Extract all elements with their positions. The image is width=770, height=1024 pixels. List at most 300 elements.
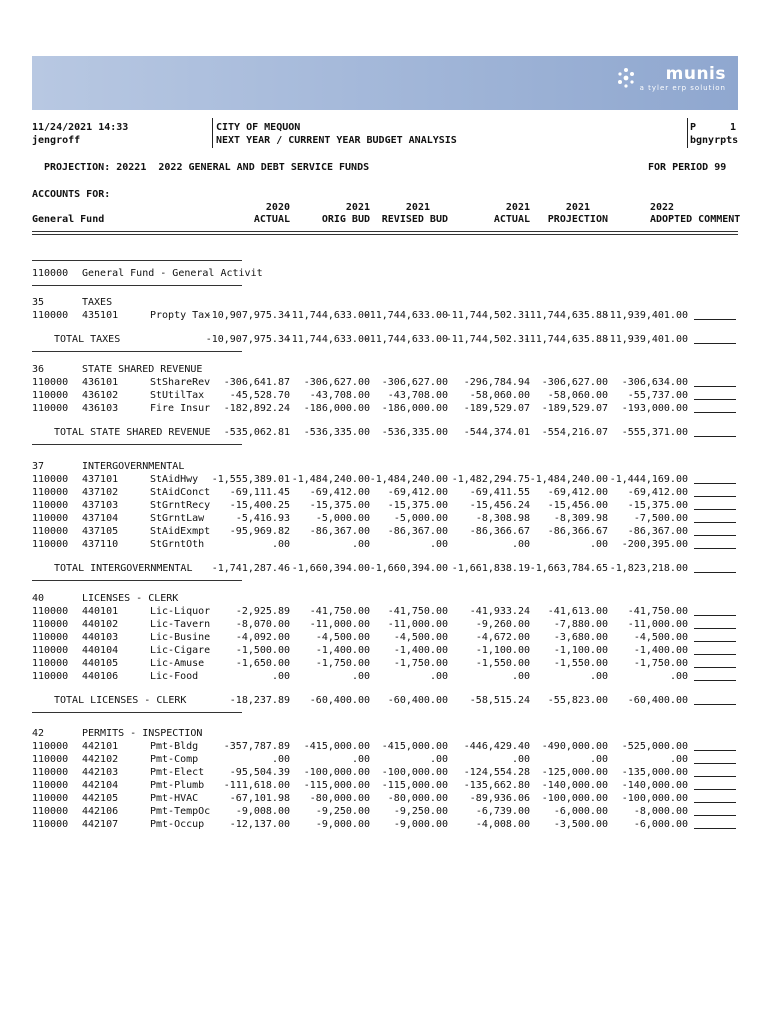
amount-cell: -95,969.82 bbox=[229, 526, 290, 537]
section-code: 42 bbox=[32, 728, 45, 739]
comment-blank bbox=[694, 538, 736, 549]
total-amount: -536,335.00 bbox=[303, 427, 370, 438]
account-desc: StShareRev bbox=[150, 377, 211, 388]
total-amount: -555,371.00 bbox=[621, 427, 688, 438]
account-code: 437103 bbox=[82, 500, 119, 511]
amount-cell: -124,554.28 bbox=[463, 767, 530, 778]
account-code: 436103 bbox=[82, 403, 119, 414]
amount-cell: -140,000.00 bbox=[541, 780, 608, 791]
fund-code: 110000 bbox=[32, 793, 69, 804]
amount-cell: -9,250.00 bbox=[393, 806, 448, 817]
total-label: TOTAL STATE SHARED REVENUE bbox=[54, 427, 211, 438]
table-row bbox=[32, 538, 738, 551]
amount-cell: -55,737.00 bbox=[627, 390, 688, 401]
col-header-label: ACTUAL bbox=[253, 214, 290, 225]
col-header-label: ACTUAL bbox=[493, 214, 530, 225]
fund-code: 110000 bbox=[32, 500, 69, 511]
amount-cell: -1,750.00 bbox=[633, 658, 688, 669]
account-desc: Pmt-Comp bbox=[150, 754, 199, 765]
amount-cell: .00 bbox=[429, 671, 448, 682]
account-desc: Pmt-Bldg bbox=[150, 741, 199, 752]
account-code: 440103 bbox=[82, 632, 119, 643]
total-amount: -11,744,502.31 bbox=[445, 334, 530, 345]
total-amount: -1,663,784.65 bbox=[529, 563, 608, 574]
fund-code: 110000 bbox=[32, 780, 69, 791]
comment-blank bbox=[694, 402, 736, 413]
amount-cell: -43,708.00 bbox=[387, 390, 448, 401]
fund-code: 110000 bbox=[32, 390, 69, 401]
amount-cell: -10,907,975.34 bbox=[205, 310, 290, 321]
total-amount: -10,907,975.34 bbox=[205, 334, 290, 345]
logo-subtitle: a tyler erp solution bbox=[639, 84, 726, 92]
amount-cell: -8,000.00 bbox=[633, 806, 688, 817]
fund-code: 110000 bbox=[32, 671, 69, 682]
amount-cell: -15,400.25 bbox=[229, 500, 290, 511]
amount-cell: -11,744,635.88 bbox=[523, 310, 608, 321]
amount-cell: -86,366.67 bbox=[547, 526, 608, 537]
header-divider-right bbox=[687, 118, 688, 148]
amount-cell: -1,650.00 bbox=[235, 658, 290, 669]
comment-blank bbox=[694, 805, 736, 816]
total-amount: -60,400.00 bbox=[387, 695, 448, 706]
comment-blank bbox=[694, 486, 736, 497]
account-desc: StAidConct bbox=[150, 487, 211, 498]
amount-cell: -415,000.00 bbox=[303, 741, 370, 752]
account-code: 437105 bbox=[82, 526, 119, 537]
amount-cell: -43,708.00 bbox=[309, 390, 370, 401]
amount-cell: -4,500.00 bbox=[315, 632, 370, 643]
comment-blank bbox=[694, 694, 736, 705]
col-header-label: PROJECTION bbox=[547, 214, 608, 225]
logo-dots-icon bbox=[614, 66, 638, 90]
amount-cell: .00 bbox=[511, 671, 530, 682]
amount-cell: -1,400.00 bbox=[393, 645, 448, 656]
header-double-rule bbox=[32, 231, 738, 235]
amount-cell: -15,375.00 bbox=[387, 500, 448, 511]
section-rule bbox=[32, 580, 242, 581]
amount-cell: -9,000.00 bbox=[315, 819, 370, 830]
amount-cell: -41,750.00 bbox=[309, 606, 370, 617]
org-code: 110000 bbox=[32, 268, 69, 279]
comment-blank bbox=[694, 753, 736, 764]
account-code: 436101 bbox=[82, 377, 119, 388]
org-top-rule bbox=[32, 260, 242, 261]
report-datetime: 11/24/2021 14:33 bbox=[32, 122, 129, 133]
amount-cell: -2,925.89 bbox=[235, 606, 290, 617]
org-name: CITY OF MEQUON bbox=[216, 122, 301, 133]
fund-code: 110000 bbox=[32, 377, 69, 388]
amount-cell: -69,412.00 bbox=[627, 487, 688, 498]
amount-cell: .00 bbox=[589, 754, 608, 765]
comment-blank bbox=[694, 657, 736, 668]
amount-cell: -58,060.00 bbox=[547, 390, 608, 401]
amount-cell: -1,500.00 bbox=[235, 645, 290, 656]
account-desc: StAidHwy bbox=[150, 474, 199, 485]
amount-cell: -1,484,240.00 bbox=[291, 474, 370, 485]
account-desc: Lic-Amuse bbox=[150, 658, 205, 669]
table-row bbox=[32, 525, 738, 538]
account-code: 437102 bbox=[82, 487, 119, 498]
amount-cell: .00 bbox=[589, 671, 608, 682]
section-name: TAXES bbox=[82, 297, 113, 308]
table-row bbox=[32, 779, 738, 792]
amount-cell: -69,412.00 bbox=[387, 487, 448, 498]
amount-cell: -6,000.00 bbox=[553, 806, 608, 817]
amount-cell: .00 bbox=[669, 671, 688, 682]
table-row bbox=[32, 792, 738, 805]
amount-cell: -182,892.24 bbox=[223, 403, 290, 414]
amount-cell: -189,529.07 bbox=[463, 403, 530, 414]
account-code: 440106 bbox=[82, 671, 119, 682]
amount-cell: -12,137.00 bbox=[229, 819, 290, 830]
amount-cell: -1,555,389.01 bbox=[211, 474, 290, 485]
section-name: PERMITS - INSPECTION bbox=[82, 728, 203, 739]
fund-code: 110000 bbox=[32, 539, 69, 550]
comment-blank bbox=[694, 333, 736, 344]
col-header-year: 2021 bbox=[345, 202, 370, 213]
amount-cell: -5,416.93 bbox=[235, 513, 290, 524]
comment-blank bbox=[694, 426, 736, 437]
comment-blank bbox=[694, 562, 736, 573]
amount-cell: -95,504.39 bbox=[229, 767, 290, 778]
amount-cell: -3,500.00 bbox=[553, 819, 608, 830]
comment-blank bbox=[694, 389, 736, 400]
total-amount: -1,660,394.00 bbox=[369, 563, 448, 574]
comment-blank bbox=[694, 376, 736, 387]
amount-cell: -1,484,240.00 bbox=[369, 474, 448, 485]
amount-cell: -415,000.00 bbox=[381, 741, 448, 752]
account-desc: StGrntRecy bbox=[150, 500, 211, 511]
comment-blank bbox=[694, 779, 736, 790]
account-desc: Pmt-Plumb bbox=[150, 780, 205, 791]
total-row bbox=[32, 694, 738, 707]
amount-cell: -9,008.00 bbox=[235, 806, 290, 817]
amount-cell: -115,000.00 bbox=[381, 780, 448, 791]
amount-cell: -1,400.00 bbox=[315, 645, 370, 656]
table-row bbox=[32, 670, 738, 683]
amount-cell: -200,395.00 bbox=[621, 539, 688, 550]
amount-cell: -111,618.00 bbox=[223, 780, 290, 791]
amount-cell: -193,000.00 bbox=[621, 403, 688, 414]
table-row bbox=[32, 473, 738, 486]
amount-cell: -100,000.00 bbox=[541, 793, 608, 804]
amount-cell: -296,784.94 bbox=[463, 377, 530, 388]
amount-cell: -4,008.00 bbox=[475, 819, 530, 830]
total-amount: -535,062.81 bbox=[223, 427, 290, 438]
total-amount: -544,374.01 bbox=[463, 427, 530, 438]
col-header-year: 2021 bbox=[505, 202, 530, 213]
total-amount: -58,515.24 bbox=[469, 695, 530, 706]
account-code: 442107 bbox=[82, 819, 119, 830]
report-title: NEXT YEAR / CURRENT YEAR BUDGET ANALYSIS bbox=[216, 135, 457, 146]
amount-cell: .00 bbox=[351, 754, 370, 765]
section-code: 37 bbox=[32, 461, 45, 472]
account-desc: Lic-Liquor bbox=[150, 606, 211, 617]
account-code: 440101 bbox=[82, 606, 119, 617]
col-header-year: 2021 bbox=[565, 202, 590, 213]
account-desc: Pmt-Elect bbox=[150, 767, 205, 778]
amount-cell: -115,000.00 bbox=[303, 780, 370, 791]
report-id: bgnyrpts bbox=[690, 135, 739, 146]
section-name: INTERGOVERNMENTAL bbox=[82, 461, 185, 472]
table-row bbox=[32, 818, 738, 831]
total-row bbox=[32, 333, 738, 346]
total-amount: -1,660,394.00 bbox=[291, 563, 370, 574]
amount-cell: -125,000.00 bbox=[541, 767, 608, 778]
amount-cell: -3,680.00 bbox=[553, 632, 608, 643]
account-desc: Fire Insur bbox=[150, 403, 211, 414]
fund-code: 110000 bbox=[32, 619, 69, 630]
amount-cell: -525,000.00 bbox=[621, 741, 688, 752]
section-rule bbox=[32, 712, 242, 713]
amount-cell: -357,787.89 bbox=[223, 741, 290, 752]
amount-cell: -306,634.00 bbox=[621, 377, 688, 388]
amount-cell: -186,000.00 bbox=[303, 403, 370, 414]
comment-blank bbox=[694, 525, 736, 536]
comment-blank bbox=[694, 740, 736, 751]
amount-cell: -1,484,240.00 bbox=[529, 474, 608, 485]
comment-blank bbox=[694, 499, 736, 510]
account-desc: Propty Tax bbox=[150, 310, 211, 321]
total-amount: -1,661,838.19 bbox=[451, 563, 530, 574]
amount-cell: -15,375.00 bbox=[627, 500, 688, 511]
amount-cell: -86,366.67 bbox=[469, 526, 530, 537]
period-label: FOR PERIOD 99 bbox=[648, 162, 727, 173]
amount-cell: -1,750.00 bbox=[315, 658, 370, 669]
table-row bbox=[32, 766, 738, 779]
total-amount: -55,823.00 bbox=[547, 695, 608, 706]
amount-cell: -69,412.00 bbox=[547, 487, 608, 498]
table-row bbox=[32, 499, 738, 512]
fund-code: 110000 bbox=[32, 645, 69, 656]
account-desc: StAidExmpt bbox=[150, 526, 211, 537]
account-desc: Pmt-Occup bbox=[150, 819, 205, 830]
total-amount: -11,744,635.88 bbox=[523, 334, 608, 345]
table-row bbox=[32, 309, 738, 322]
col-header-label: REVISED BUD bbox=[381, 214, 448, 225]
amount-cell: -9,250.00 bbox=[315, 806, 370, 817]
amount-cell: -189,529.07 bbox=[541, 403, 608, 414]
fund-code: 110000 bbox=[32, 310, 69, 321]
comment-blank bbox=[694, 473, 736, 484]
amount-cell: -490,000.00 bbox=[541, 741, 608, 752]
amount-cell: -4,092.00 bbox=[235, 632, 290, 643]
table-row bbox=[32, 605, 738, 618]
amount-cell: -8,070.00 bbox=[235, 619, 290, 630]
fund-code: 110000 bbox=[32, 526, 69, 537]
table-row bbox=[32, 486, 738, 499]
amount-cell: -86,367.00 bbox=[627, 526, 688, 537]
account-code: 437110 bbox=[82, 539, 119, 550]
amount-cell: -9,260.00 bbox=[475, 619, 530, 630]
section-code: 40 bbox=[32, 593, 45, 604]
table-row bbox=[32, 376, 738, 389]
total-amount: -1,823,218.00 bbox=[609, 563, 688, 574]
amount-cell: -4,672.00 bbox=[475, 632, 530, 643]
account-desc: StGrntOth bbox=[150, 539, 205, 550]
account-code: 442103 bbox=[82, 767, 119, 778]
amount-cell: -8,308.98 bbox=[475, 513, 530, 524]
account-code: 437101 bbox=[82, 474, 119, 485]
col-header-label: ADOPTED COMMENT bbox=[650, 214, 741, 225]
account-code: 442104 bbox=[82, 780, 119, 791]
total-amount: -536,335.00 bbox=[381, 427, 448, 438]
amount-cell: -11,000.00 bbox=[309, 619, 370, 630]
amount-cell: -140,000.00 bbox=[621, 780, 688, 791]
amount-cell: -100,000.00 bbox=[621, 793, 688, 804]
comment-blank bbox=[694, 792, 736, 803]
fund-code: 110000 bbox=[32, 474, 69, 485]
account-desc: Pmt-HVAC bbox=[150, 793, 199, 804]
total-amount: -18,237.89 bbox=[229, 695, 290, 706]
amount-cell: -1,444,169.00 bbox=[609, 474, 688, 485]
section-name: LICENSES - CLERK bbox=[82, 593, 179, 604]
amount-cell: -8,309.98 bbox=[553, 513, 608, 524]
comment-blank bbox=[694, 618, 736, 629]
amount-cell: -58,060.00 bbox=[469, 390, 530, 401]
munis-logo bbox=[640, 64, 726, 92]
table-row bbox=[32, 512, 738, 525]
amount-cell: -86,367.00 bbox=[387, 526, 448, 537]
amount-cell: -41,933.24 bbox=[469, 606, 530, 617]
amount-cell: -86,367.00 bbox=[309, 526, 370, 537]
amount-cell: -1,400.00 bbox=[633, 645, 688, 656]
amount-cell: -1,482,294.75 bbox=[451, 474, 530, 485]
amount-cell: -80,000.00 bbox=[387, 793, 448, 804]
comment-blank bbox=[694, 766, 736, 777]
account-desc: Pmt-TempOc bbox=[150, 806, 211, 817]
amount-cell: -45,528.70 bbox=[229, 390, 290, 401]
total-label: TOTAL INTERGOVERNMENTAL bbox=[54, 563, 193, 574]
amount-cell: -306,641.87 bbox=[223, 377, 290, 388]
fund-name: General Fund bbox=[32, 214, 105, 225]
logo-word: munis bbox=[665, 64, 726, 84]
accounts-for-label: ACCOUNTS FOR: bbox=[32, 189, 111, 200]
section-rule bbox=[32, 351, 242, 352]
comment-blank bbox=[694, 670, 736, 681]
amount-cell: -69,412.00 bbox=[309, 487, 370, 498]
amount-cell: -306,627.00 bbox=[381, 377, 448, 388]
table-row bbox=[32, 618, 738, 631]
page-number: 1 bbox=[730, 122, 737, 133]
account-desc: Lic-Tavern bbox=[150, 619, 211, 630]
total-amount: -11,939,401.00 bbox=[603, 334, 688, 345]
amount-cell: -5,000.00 bbox=[315, 513, 370, 524]
amount-cell: .00 bbox=[271, 754, 290, 765]
amount-cell: .00 bbox=[351, 671, 370, 682]
org-bottom-rule bbox=[32, 285, 242, 286]
section-code: 35 bbox=[32, 297, 45, 308]
amount-cell: -80,000.00 bbox=[309, 793, 370, 804]
comment-blank bbox=[694, 512, 736, 523]
amount-cell: -1,100.00 bbox=[553, 645, 608, 656]
amount-cell: -69,411.55 bbox=[469, 487, 530, 498]
amount-cell: -306,627.00 bbox=[303, 377, 370, 388]
account-desc: Lic-Busine bbox=[150, 632, 211, 643]
total-label: TOTAL LICENSES - CLERK bbox=[54, 695, 187, 706]
amount-cell: -6,739.00 bbox=[475, 806, 530, 817]
col-header-year: 2020 bbox=[265, 202, 290, 213]
comment-blank bbox=[694, 644, 736, 655]
account-desc: Lic-Food bbox=[150, 671, 199, 682]
account-code: 442105 bbox=[82, 793, 119, 804]
amount-cell: -15,375.00 bbox=[309, 500, 370, 511]
total-amount: -11,744,633.00 bbox=[285, 334, 370, 345]
total-label: TOTAL TAXES bbox=[54, 334, 121, 345]
account-code: 440104 bbox=[82, 645, 119, 656]
total-amount: -11,744,633.00 bbox=[363, 334, 448, 345]
fund-code: 110000 bbox=[32, 513, 69, 524]
total-amount: -1,741,287.46 bbox=[211, 563, 290, 574]
table-row bbox=[32, 657, 738, 670]
fund-code: 110000 bbox=[32, 487, 69, 498]
account-code: 442101 bbox=[82, 741, 119, 752]
account-code: 442102 bbox=[82, 754, 119, 765]
table-row bbox=[32, 740, 738, 753]
account-desc: StGrntLaw bbox=[150, 513, 205, 524]
comment-blank bbox=[694, 309, 736, 320]
amount-cell: -135,662.80 bbox=[463, 780, 530, 791]
total-amount: -60,400.00 bbox=[627, 695, 688, 706]
amount-cell: -11,939,401.00 bbox=[603, 310, 688, 321]
amount-cell: .00 bbox=[511, 754, 530, 765]
amount-cell: -100,000.00 bbox=[381, 767, 448, 778]
comment-blank bbox=[694, 631, 736, 642]
col-header-year: 2021 bbox=[405, 202, 430, 213]
table-row bbox=[32, 805, 738, 818]
account-code: 442106 bbox=[82, 806, 119, 817]
amount-cell: -446,429.40 bbox=[463, 741, 530, 752]
section-code: 36 bbox=[32, 364, 45, 375]
projection-line: PROJECTION: 20221 2022 GENERAL AND DEBT SERVICE FUNDS bbox=[44, 162, 370, 173]
fund-code: 110000 bbox=[32, 741, 69, 752]
amount-cell: -100,000.00 bbox=[303, 767, 370, 778]
amount-cell: -11,744,633.00 bbox=[363, 310, 448, 321]
fund-code: 110000 bbox=[32, 767, 69, 778]
fund-code: 110000 bbox=[32, 606, 69, 617]
section-rule bbox=[32, 444, 242, 445]
table-row bbox=[32, 753, 738, 766]
total-amount: -554,216.07 bbox=[541, 427, 608, 438]
table-row bbox=[32, 631, 738, 644]
account-desc: Lic-Cigare bbox=[150, 645, 211, 656]
amount-cell: -11,744,502.31 bbox=[445, 310, 530, 321]
org-name-line: General Fund - General Activit bbox=[82, 268, 263, 279]
account-code: 435101 bbox=[82, 310, 119, 321]
amount-cell: -89,936.06 bbox=[469, 793, 530, 804]
report-banner bbox=[32, 56, 738, 110]
account-desc: StUtilTax bbox=[150, 390, 205, 401]
amount-cell: -11,000.00 bbox=[387, 619, 448, 630]
account-code: 440105 bbox=[82, 658, 119, 669]
report-user: jengroff bbox=[32, 135, 81, 146]
amount-cell: -69,111.45 bbox=[229, 487, 290, 498]
amount-cell: -1,100.00 bbox=[475, 645, 530, 656]
table-row bbox=[32, 644, 738, 657]
page-label: P bbox=[690, 122, 697, 133]
header-divider-left bbox=[212, 118, 213, 148]
amount-cell: -186,000.00 bbox=[381, 403, 448, 414]
amount-cell: -9,000.00 bbox=[393, 819, 448, 830]
amount-cell: -67,101.98 bbox=[229, 793, 290, 804]
amount-cell: -7,880.00 bbox=[553, 619, 608, 630]
fund-code: 110000 bbox=[32, 806, 69, 817]
amount-cell: -11,000.00 bbox=[627, 619, 688, 630]
amount-cell: .00 bbox=[511, 539, 530, 550]
amount-cell: -41,750.00 bbox=[627, 606, 688, 617]
fund-code: 110000 bbox=[32, 658, 69, 669]
total-amount: -60,400.00 bbox=[309, 695, 370, 706]
